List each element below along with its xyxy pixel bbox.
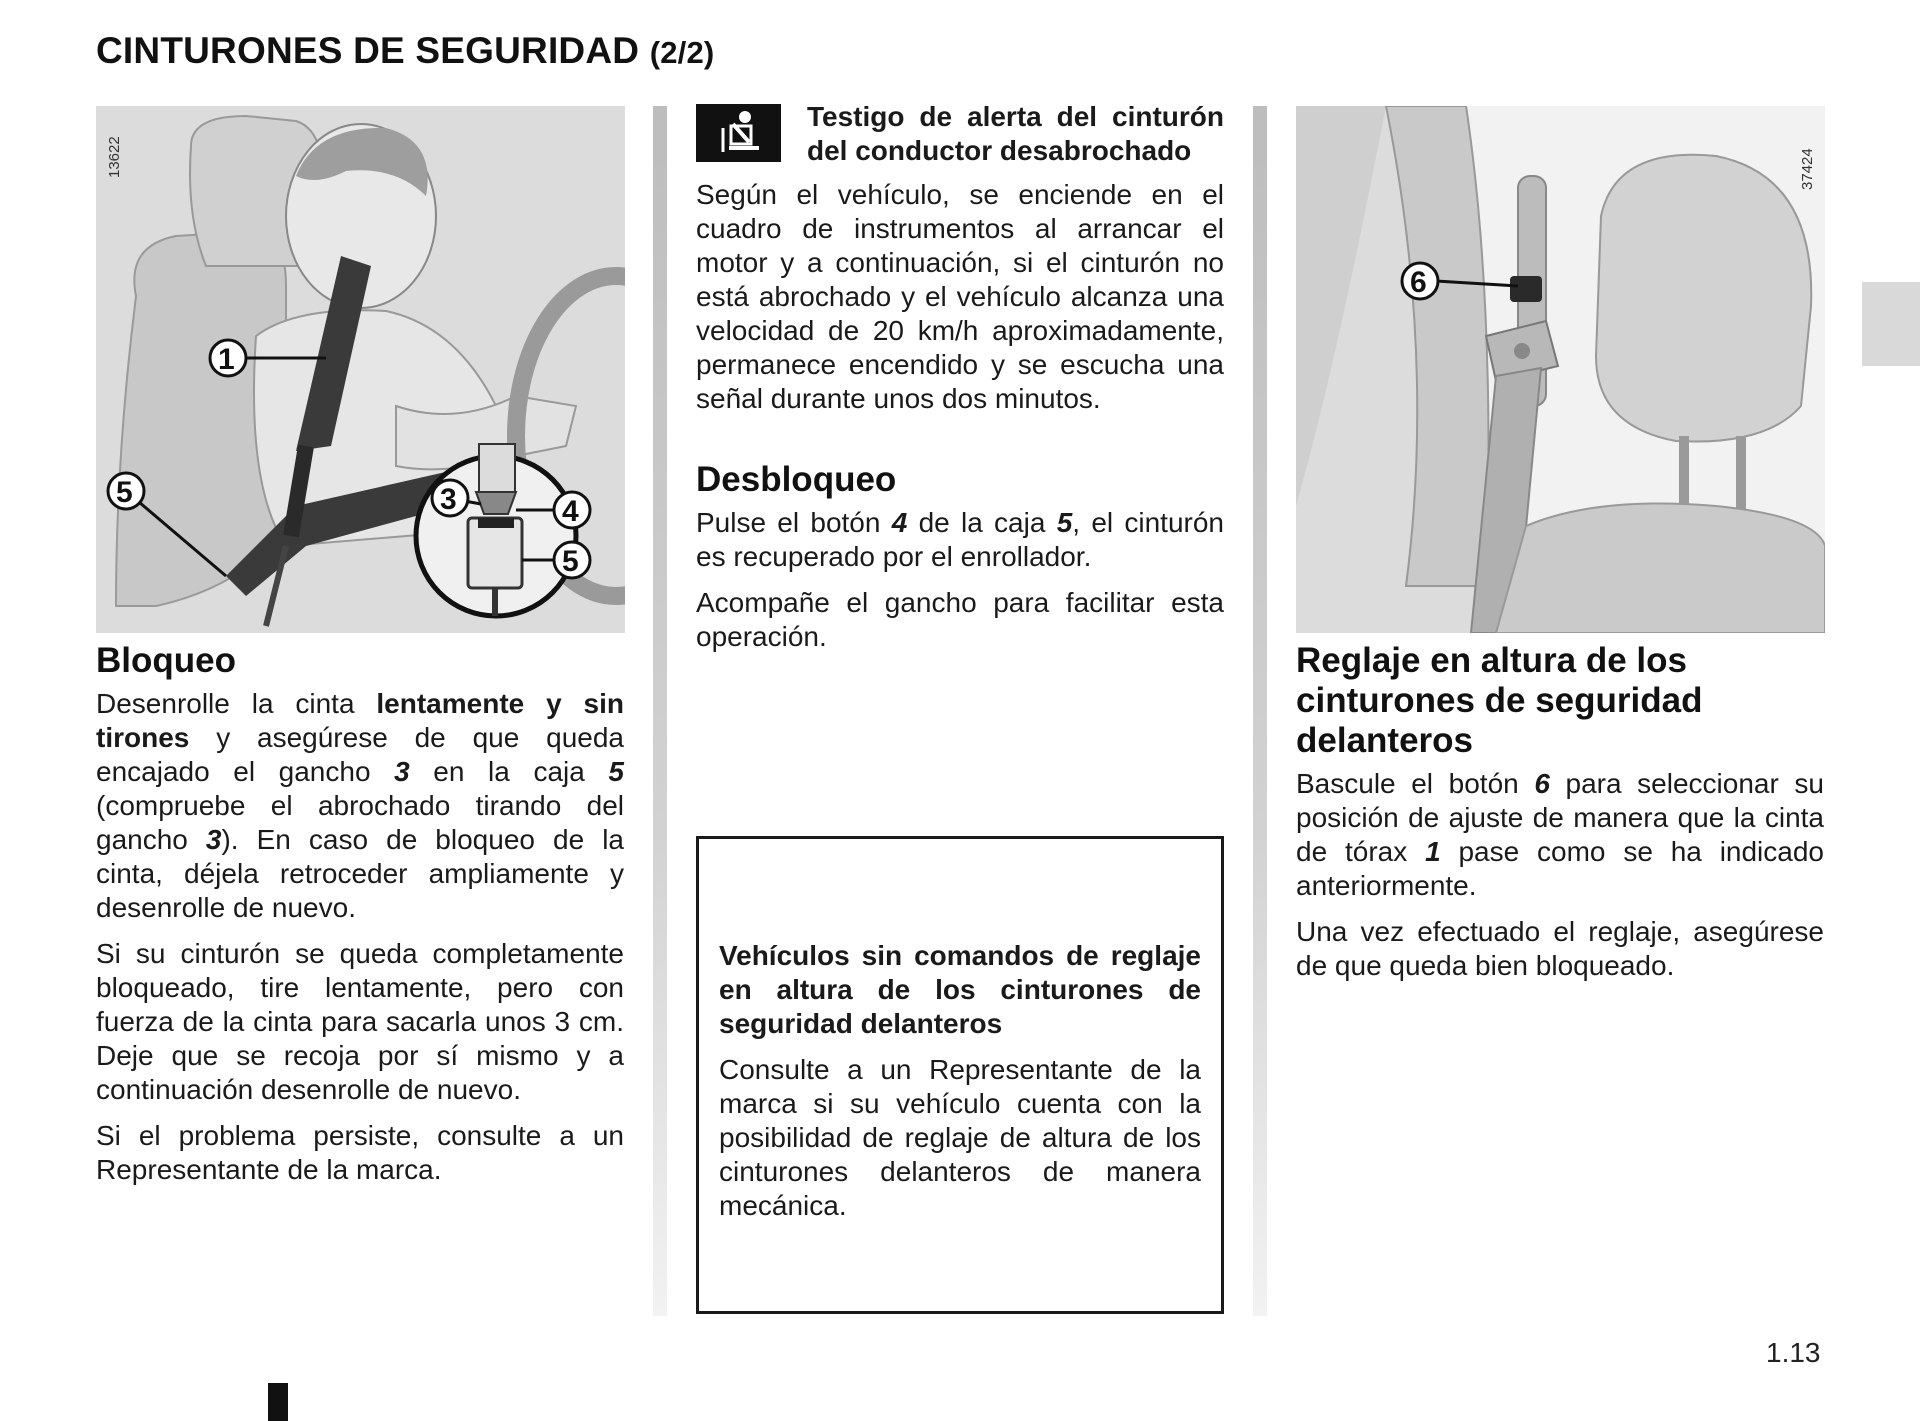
reglaje-paragraph-2: Una vez efectuado el reglaje, asegúrese de que queda bien bloqueado.: [1296, 916, 1824, 981]
desbloqueo-paragraph-2: Acompañe el gancho para facilitar esta operación.: [696, 587, 1224, 652]
driver-seatbelt-drawing: [96, 106, 625, 633]
notice-text: Consulte a un Representante de la marca si su vehículo cuenta con la posibilidad de reglaje de altura de los cinturones delanteros de manera mecánica.: [719, 1054, 1201, 1221]
figure-number-left: 13622: [106, 136, 123, 178]
page-title-main: CINTURONES DE SEGURIDAD: [96, 30, 640, 71]
page-title: [96, 30, 714, 72]
height-adjust-drawing: [1296, 106, 1825, 633]
crop-mark: [268, 1383, 288, 1421]
warning-description: Según el vehículo, se enciende en el cuadro de instrumentos al arrancar el motor y a continuación, si el cinturón no está abrochado y el vehículo alcanza una velocidad de 20 km/h aproximadamente, permanece encendido y se escucha una señal durante unos dos minutos.: [696, 179, 1224, 414]
figure-number-right: 37424: [1799, 148, 1816, 190]
seatbelt-height-adjust-illustration: [1296, 106, 1825, 633]
heading-reglaje: Reglaje en altura de los cinturones de seguridad delanteros: [1296, 641, 1703, 760]
callout-6-label: 6: [1410, 266, 1427, 299]
notice-title: Vehículos sin comandos de reglaje en altura de los cinturones de seguridad delanteros: [719, 940, 1201, 1039]
desbloqueo-paragraph-1: Pulse el botón 4 de la caja 5, el cinturón es recuperado por el enrollador.: [696, 507, 1224, 572]
warning-header: [696, 100, 1224, 168]
right-column: [1296, 641, 1824, 995]
callout-5-main-label: 5: [116, 476, 133, 509]
heading-desbloqueo: Desbloqueo: [696, 460, 897, 499]
callout-5-inset-label: 5: [562, 545, 579, 578]
section-side-tab: [1862, 282, 1920, 366]
reglaje-paragraph-1: Bascule el botón 6 para seleccionar su posición de ajuste de manera que la cinta de tórax 1 pase como se ha indicado anteriormente.: [1296, 768, 1825, 901]
seatbelt-warning-icon: [696, 104, 781, 162]
bloqueo-paragraph-2: Si su cinturón se queda completamente bloqueado, tire lentamente, pero con fuerza de la cinta para sacarla unos 3 cm. Deje que se recoja por sí mismo y a continuación desenrolle de nuevo.: [96, 938, 624, 1105]
page-title-suffix: (2/2): [649, 35, 715, 70]
middle-column: [696, 100, 1224, 666]
column-divider-left: [653, 106, 667, 1316]
notice-box: [696, 836, 1224, 1314]
warning-heading-text: Testigo de alerta del cinturón del conductor desabrochado: [807, 101, 1224, 166]
left-column: [96, 641, 624, 1199]
heading-bloqueo: Bloqueo: [96, 641, 236, 680]
callout-1-label: 1: [218, 343, 235, 376]
bloqueo-paragraph-1: Desenrolle la cinta lentamente y sin tirones y asegúrese de que queda encajado el gancho 3 en la caja 5 (compruebe el abrochado tirando del gancho 3). En caso de bloqueo de la cinta, déjela retroceder ampliamente y desenrolle de nuevo.: [96, 688, 624, 923]
callout-4-label: 4: [562, 495, 579, 528]
callout-3-label: 3: [440, 483, 457, 516]
page-number: 1.13: [1766, 1337, 1821, 1368]
bloqueo-paragraph-3: Si el problema persiste, consulte a un Representante de la marca.: [96, 1120, 624, 1185]
seatbelt-driver-illustration: [96, 106, 625, 633]
column-divider-right: [1253, 106, 1267, 1316]
